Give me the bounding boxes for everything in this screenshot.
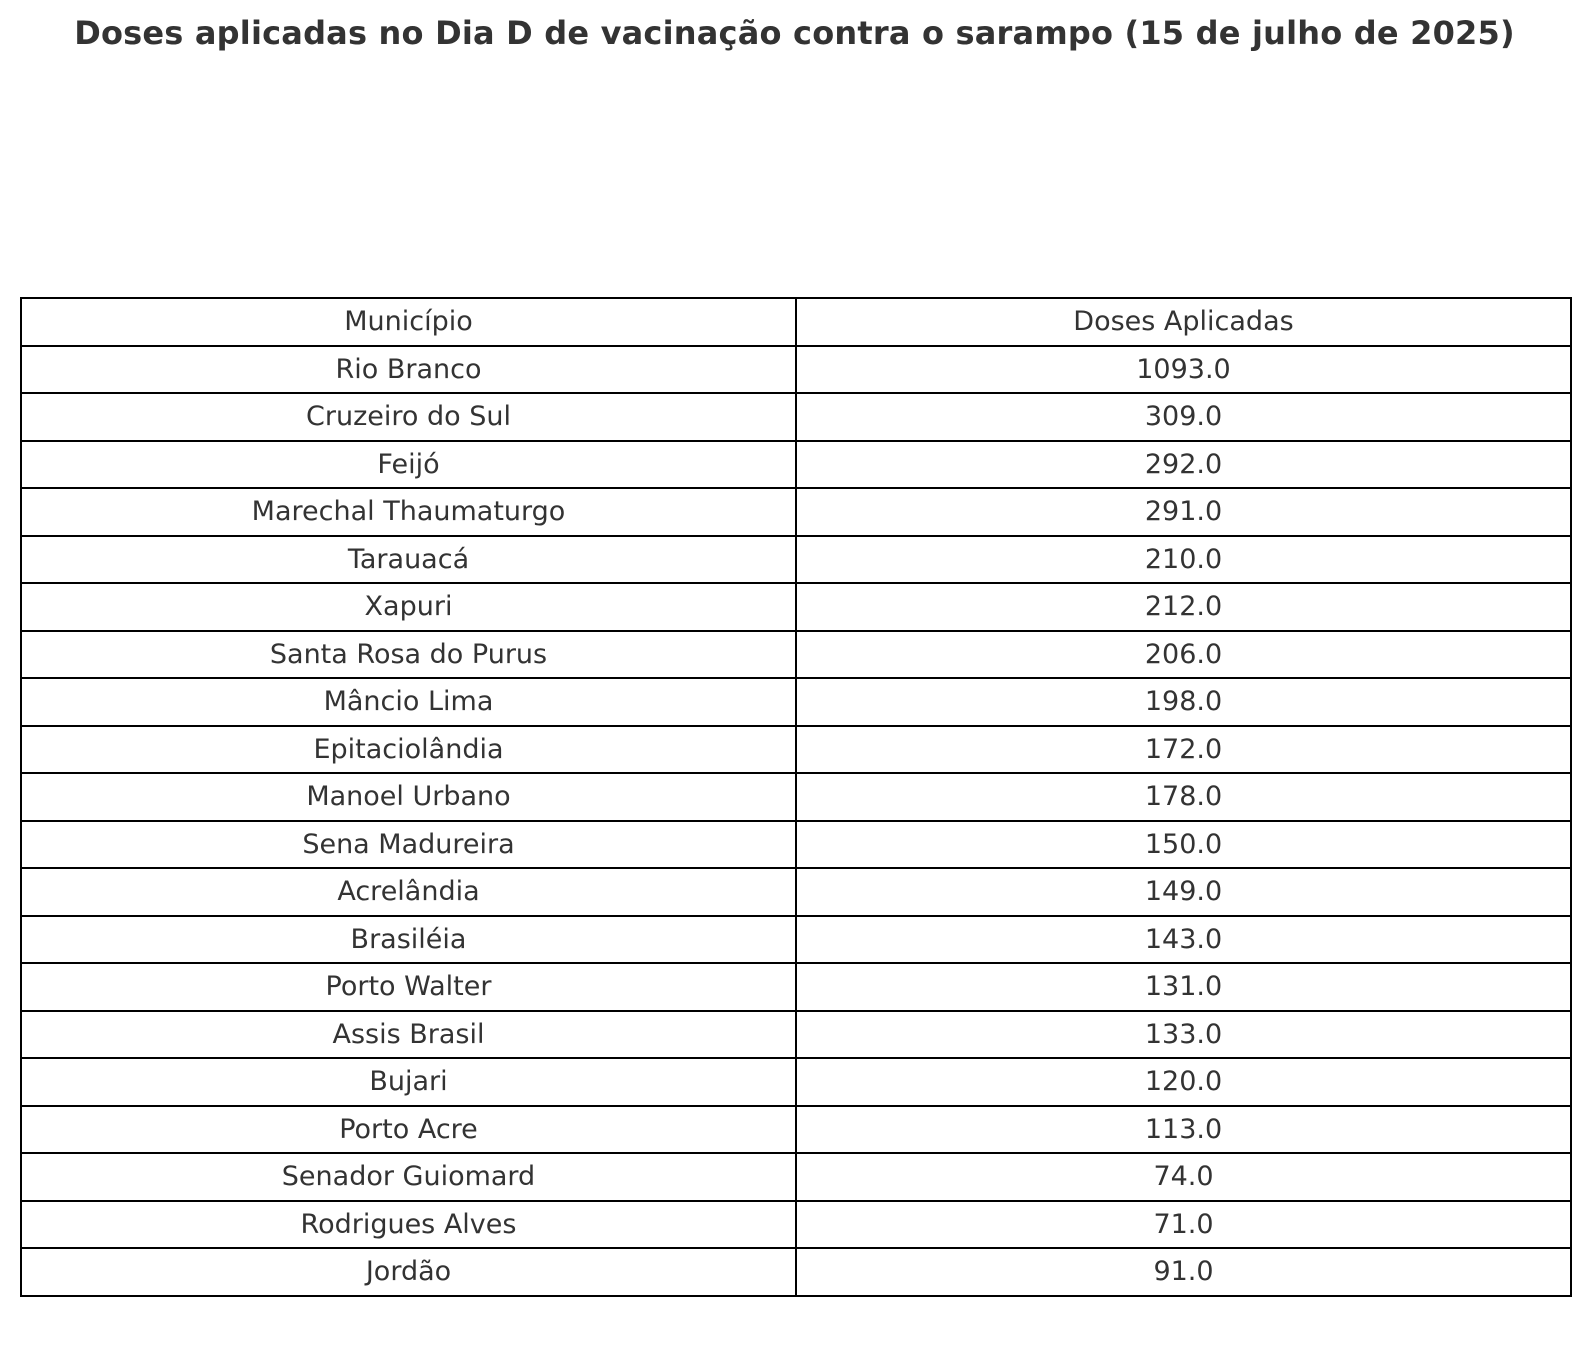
doses-table: [20, 297, 1572, 1297]
cell-municipio: Brasiléia: [21, 916, 796, 964]
chart-title: Doses aplicadas no Dia D de vacinação contra o sarampo (15 de julho de 2025): [74, 14, 1515, 52]
cell-doses: 1093.0: [796, 346, 1571, 394]
cell-municipio: Rio Branco: [21, 346, 796, 394]
table-row: [21, 536, 1571, 584]
table-row: [21, 1153, 1571, 1201]
table-row: [21, 1201, 1571, 1249]
table-row: [21, 1058, 1571, 1106]
table-row: [21, 488, 1571, 536]
cell-municipio: Xapuri: [21, 583, 796, 631]
cell-doses: 91.0: [796, 1248, 1571, 1296]
cell-doses: 143.0: [796, 916, 1571, 964]
cell-municipio: Mâncio Lima: [21, 678, 796, 726]
table-row: [21, 916, 1571, 964]
cell-doses: 198.0: [796, 678, 1571, 726]
cell-doses: 131.0: [796, 963, 1571, 1011]
table-row: [21, 963, 1571, 1011]
cell-municipio: Porto Walter: [21, 963, 796, 1011]
cell-municipio: Assis Brasil: [21, 1011, 796, 1059]
cell-doses: 120.0: [796, 1058, 1571, 1106]
cell-municipio: Santa Rosa do Purus: [21, 631, 796, 679]
table-row: [21, 583, 1571, 631]
cell-municipio: Feijó: [21, 441, 796, 489]
cell-municipio: Tarauacá: [21, 536, 796, 584]
cell-municipio: Epitaciolândia: [21, 726, 796, 774]
table-row: [21, 1248, 1571, 1296]
table-row: [21, 868, 1571, 916]
cell-municipio: Rodrigues Alves: [21, 1201, 796, 1249]
cell-municipio: Jordão: [21, 1248, 796, 1296]
cell-municipio: Acrelândia: [21, 868, 796, 916]
cell-doses: 291.0: [796, 488, 1571, 536]
cell-doses: 309.0: [796, 393, 1571, 441]
table-row: [21, 678, 1571, 726]
cell-municipio: Manoel Urbano: [21, 773, 796, 821]
table-row: [21, 773, 1571, 821]
cell-doses: 178.0: [796, 773, 1571, 821]
table-row: [21, 726, 1571, 774]
table-row: [21, 346, 1571, 394]
cell-doses: 74.0: [796, 1153, 1571, 1201]
cell-doses: 210.0: [796, 536, 1571, 584]
table-row: [21, 1106, 1571, 1154]
table-row: [21, 441, 1571, 489]
cell-municipio: Sena Madureira: [21, 821, 796, 869]
column-header-doses: Doses Aplicadas: [796, 298, 1571, 346]
cell-municipio: Porto Acre: [21, 1106, 796, 1154]
table-row: [21, 393, 1571, 441]
cell-doses: 150.0: [796, 821, 1571, 869]
cell-doses: 133.0: [796, 1011, 1571, 1059]
cell-doses: 206.0: [796, 631, 1571, 679]
table-row: [21, 821, 1571, 869]
column-header-municipio: Município: [21, 298, 796, 346]
table-header-row: [21, 298, 1571, 346]
table-row: [21, 631, 1571, 679]
cell-doses: 149.0: [796, 868, 1571, 916]
cell-municipio: Marechal Thaumaturgo: [21, 488, 796, 536]
cell-municipio: Senador Guiomard: [21, 1153, 796, 1201]
cell-municipio: Bujari: [21, 1058, 796, 1106]
cell-doses: 113.0: [796, 1106, 1571, 1154]
cell-doses: 71.0: [796, 1201, 1571, 1249]
cell-doses: 172.0: [796, 726, 1571, 774]
table-row: [21, 1011, 1571, 1059]
cell-doses: 292.0: [796, 441, 1571, 489]
cell-doses: 212.0: [796, 583, 1571, 631]
cell-municipio: Cruzeiro do Sul: [21, 393, 796, 441]
